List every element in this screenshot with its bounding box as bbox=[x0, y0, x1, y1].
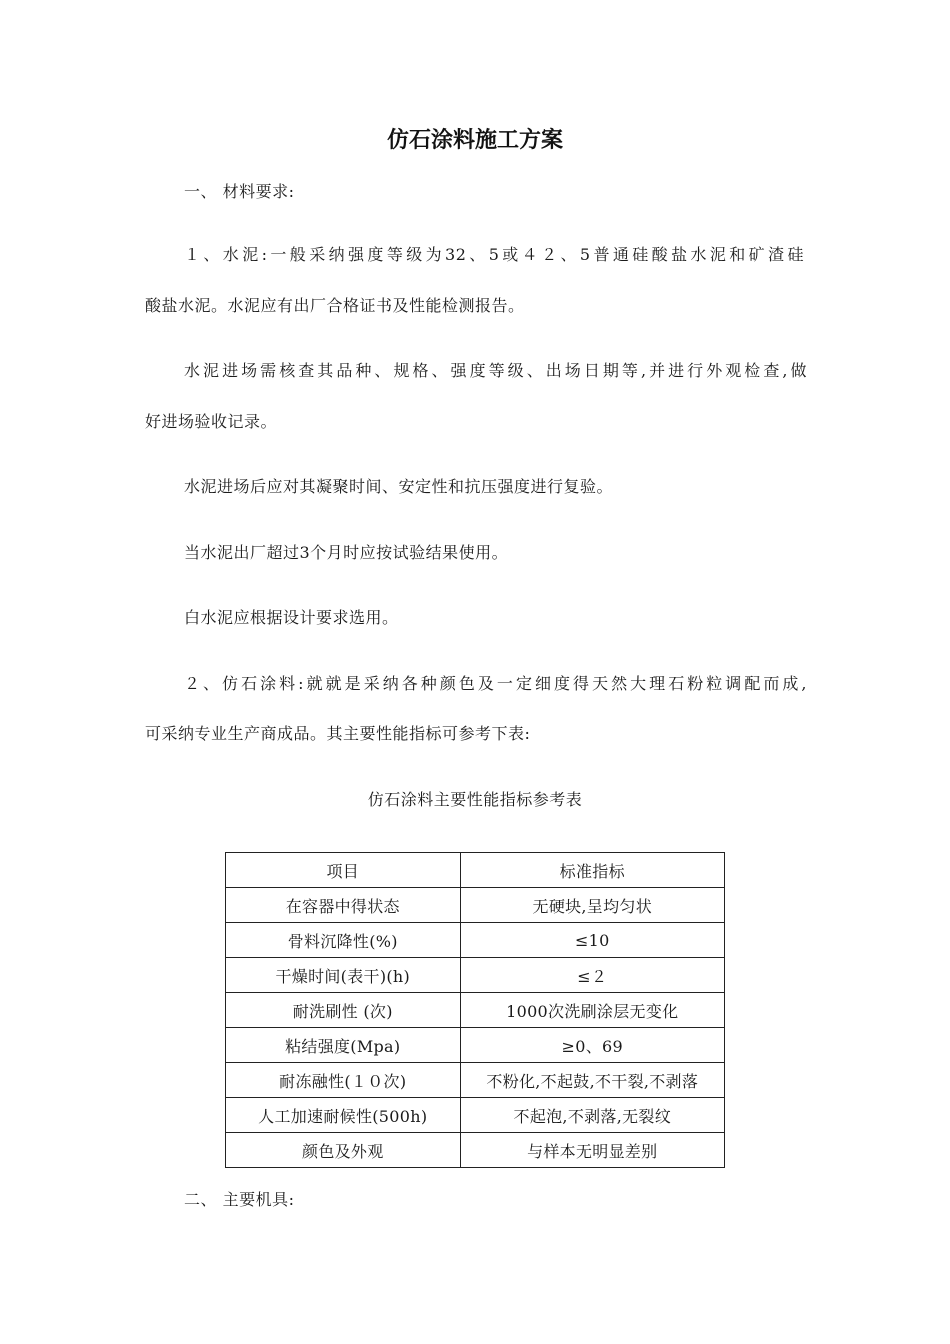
cement-inspect-line-1: 水泥进场需核查其品种、规格、强度等级、出场日期等,并进行外观检查,做 bbox=[184, 361, 807, 380]
row-standard: ≥0、69 bbox=[460, 1028, 724, 1063]
row-item: 在容器中得状态 bbox=[226, 888, 461, 923]
row-item: 耐冻融性(１０次) bbox=[226, 1063, 461, 1098]
table-row bbox=[226, 993, 725, 1028]
row-item: 干燥时间(表干)(h) bbox=[226, 958, 461, 993]
section-2-heading: 二、 主要机具: bbox=[184, 1190, 295, 1209]
header-standard: 标准指标 bbox=[460, 853, 724, 888]
table-caption: 仿石涂料主要性能指标参考表 bbox=[367, 790, 583, 809]
section-1-heading: 一、 材料要求: bbox=[184, 182, 295, 201]
row-standard: 与样本无明显差别 bbox=[460, 1133, 724, 1168]
white-cement-paragraph: 白水泥应根据设计要求选用。 bbox=[184, 608, 399, 627]
row-item: 耐洗刷性 (次) bbox=[226, 993, 461, 1028]
row-item: 粘结强度(Mpa) bbox=[226, 1028, 461, 1063]
cement-item-line-2: 酸盐水泥。水泥应有出厂合格证书及性能检测报告。 bbox=[145, 296, 525, 315]
table-row bbox=[226, 1063, 725, 1098]
row-item: 人工加速耐候性(500h) bbox=[226, 1098, 461, 1133]
table-row bbox=[226, 1028, 725, 1063]
cement-expired-paragraph: 当水泥出厂超过3个月时应按试验结果使用。 bbox=[184, 543, 509, 562]
coating-item-line-1: ２、仿石涂料:就就是采纳各种颜色及一定细度得天然大理石粉粒调配而成, bbox=[184, 674, 807, 693]
table-header-row bbox=[226, 853, 725, 888]
table-row bbox=[226, 1098, 725, 1133]
row-item: 骨料沉降性(%) bbox=[226, 923, 461, 958]
row-standard: 不起泡,不剥落,无裂纹 bbox=[460, 1098, 724, 1133]
cement-recheck-paragraph: 水泥进场后应对其凝聚时间、安定性和抗压强度进行复验。 bbox=[184, 477, 614, 496]
row-item: 颜色及外观 bbox=[226, 1133, 461, 1168]
performance-spec-table bbox=[225, 852, 725, 1168]
document-title: 仿石涂料施工方案 bbox=[386, 128, 563, 153]
row-standard: ≤２ bbox=[460, 958, 724, 993]
cement-inspect-line-2: 好进场验收记录。 bbox=[145, 412, 278, 431]
table-row bbox=[226, 958, 725, 993]
header-item: 项目 bbox=[226, 853, 461, 888]
table-row bbox=[226, 1133, 725, 1168]
row-standard: 无硬块,呈均匀状 bbox=[460, 888, 724, 923]
row-standard: 不粉化,不起鼓,不干裂,不剥落 bbox=[460, 1063, 724, 1098]
table-row bbox=[226, 888, 725, 923]
table-row bbox=[226, 923, 725, 958]
coating-item-line-2: 可采纳专业生产商成品。其主要性能指标可参考下表: bbox=[145, 724, 531, 743]
cement-item-line-1: １、水泥:一般采纳强度等级为32、5或４２、5普通硅酸盐水泥和矿渣硅 bbox=[184, 245, 804, 264]
row-standard: ≤10 bbox=[460, 923, 724, 958]
row-standard: 1000次洗刷涂层无变化 bbox=[460, 993, 724, 1028]
